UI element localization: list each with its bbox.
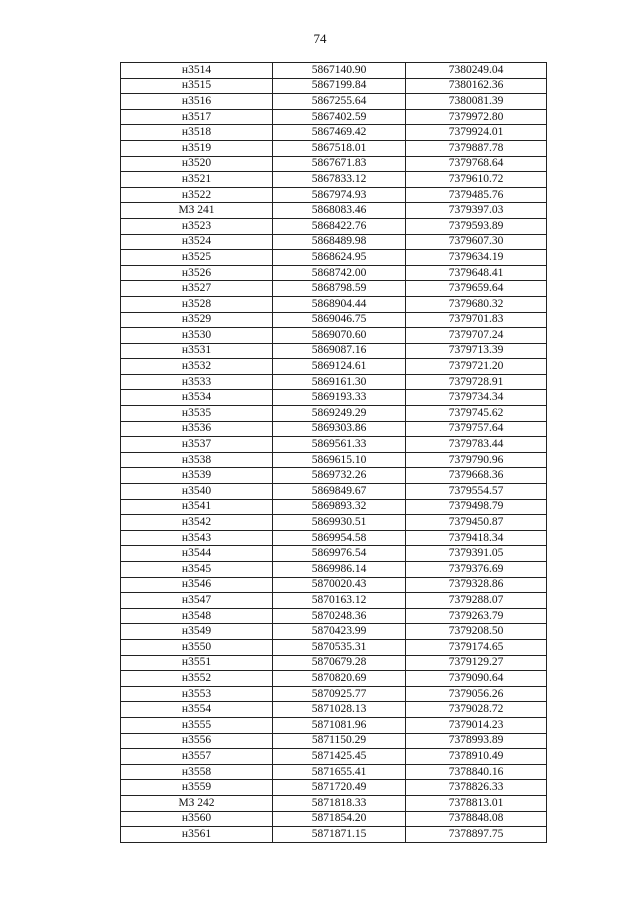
point-name-cell: н3529: [121, 312, 273, 328]
table-row: [121, 250, 547, 266]
point-name-cell: н3536: [121, 421, 273, 437]
table-row: [121, 172, 547, 188]
point-name-cell: н3517: [121, 109, 273, 125]
x-coordinate-cell: 5869930.51: [273, 515, 406, 531]
table-row: [121, 562, 547, 578]
y-coordinate-cell: 7379701.83: [406, 312, 547, 328]
x-coordinate-cell: 5867199.84: [273, 78, 406, 94]
point-name-cell: н3537: [121, 437, 273, 453]
table-row: [121, 702, 547, 718]
point-name-cell: н3521: [121, 172, 273, 188]
x-coordinate-cell: 5869249.29: [273, 406, 406, 422]
y-coordinate-cell: 7379418.34: [406, 530, 547, 546]
x-coordinate-cell: 5871720.49: [273, 780, 406, 796]
x-coordinate-cell: 5867671.83: [273, 156, 406, 172]
point-name-cell: н3554: [121, 702, 273, 718]
y-coordinate-cell: 7379090.64: [406, 671, 547, 687]
x-coordinate-cell: 5867974.93: [273, 187, 406, 203]
table-row: [121, 811, 547, 827]
point-name-cell: н3546: [121, 577, 273, 593]
x-coordinate-cell: 5867469.42: [273, 125, 406, 141]
y-coordinate-cell: 7379757.64: [406, 421, 547, 437]
y-coordinate-cell: 7380249.04: [406, 63, 547, 79]
y-coordinate-cell: 7379328.86: [406, 577, 547, 593]
x-coordinate-cell: 5871028.13: [273, 702, 406, 718]
table-row: [121, 530, 547, 546]
point-name-cell: н3550: [121, 639, 273, 655]
y-coordinate-cell: 7379208.50: [406, 624, 547, 640]
table-row: [121, 234, 547, 250]
x-coordinate-cell: 5871655.41: [273, 764, 406, 780]
table-row: [121, 140, 547, 156]
point-name-cell: н3547: [121, 593, 273, 609]
table-row: [121, 359, 547, 375]
point-name-cell: н3530: [121, 328, 273, 344]
table-row: [121, 281, 547, 297]
x-coordinate-cell: 5869893.32: [273, 499, 406, 515]
point-name-cell: н3543: [121, 530, 273, 546]
y-coordinate-cell: 7379174.65: [406, 639, 547, 655]
table-row: [121, 733, 547, 749]
y-coordinate-cell: 7379648.41: [406, 265, 547, 281]
table-row: [121, 374, 547, 390]
point-name-cell: н3532: [121, 359, 273, 375]
table-row: [121, 484, 547, 500]
y-coordinate-cell: 7379610.72: [406, 172, 547, 188]
y-coordinate-cell: 7379288.07: [406, 593, 547, 609]
point-name-cell: н3534: [121, 390, 273, 406]
table-row: [121, 827, 547, 843]
y-coordinate-cell: 7379397.03: [406, 203, 547, 219]
point-name-cell: н3540: [121, 484, 273, 500]
y-coordinate-cell: 7379707.24: [406, 328, 547, 344]
x-coordinate-cell: 5868083.46: [273, 203, 406, 219]
y-coordinate-cell: 7378897.75: [406, 827, 547, 843]
x-coordinate-cell: 5870248.36: [273, 608, 406, 624]
point-name-cell: н3541: [121, 499, 273, 515]
point-name-cell: н3557: [121, 749, 273, 765]
y-coordinate-cell: 7378840.16: [406, 764, 547, 780]
point-name-cell: н3542: [121, 515, 273, 531]
y-coordinate-cell: 7379028.72: [406, 702, 547, 718]
y-coordinate-cell: 7379790.96: [406, 452, 547, 468]
x-coordinate-cell: 5867140.90: [273, 63, 406, 79]
y-coordinate-cell: 7379263.79: [406, 608, 547, 624]
point-name-cell: н3558: [121, 764, 273, 780]
table-row: [121, 608, 547, 624]
table-row: [121, 655, 547, 671]
x-coordinate-cell: 5867402.59: [273, 109, 406, 125]
y-coordinate-cell: 7379498.79: [406, 499, 547, 515]
y-coordinate-cell: 7378848.08: [406, 811, 547, 827]
y-coordinate-cell: 7379391.05: [406, 546, 547, 562]
point-name-cell: н3522: [121, 187, 273, 203]
table-row: [121, 780, 547, 796]
table-row: [121, 218, 547, 234]
x-coordinate-cell: 5870820.69: [273, 671, 406, 687]
y-coordinate-cell: 7379924.01: [406, 125, 547, 141]
y-coordinate-cell: 7379014.23: [406, 717, 547, 733]
x-coordinate-cell: 5868904.44: [273, 296, 406, 312]
x-coordinate-cell: 5868742.00: [273, 265, 406, 281]
table-row: [121, 499, 547, 515]
y-coordinate-cell: 7379659.64: [406, 281, 547, 297]
table-row: [121, 686, 547, 702]
coordinates-table-body: [121, 63, 547, 843]
y-coordinate-cell: 7379680.32: [406, 296, 547, 312]
point-name-cell: н3533: [121, 374, 273, 390]
y-coordinate-cell: 7378910.49: [406, 749, 547, 765]
x-coordinate-cell: 5870163.12: [273, 593, 406, 609]
x-coordinate-cell: 5869303.86: [273, 421, 406, 437]
x-coordinate-cell: 5869954.58: [273, 530, 406, 546]
x-coordinate-cell: 5871150.29: [273, 733, 406, 749]
table-row: [121, 312, 547, 328]
table-row: [121, 764, 547, 780]
x-coordinate-cell: 5869070.60: [273, 328, 406, 344]
x-coordinate-cell: 5870020.43: [273, 577, 406, 593]
point-name-cell: н3528: [121, 296, 273, 312]
x-coordinate-cell: 5870925.77: [273, 686, 406, 702]
point-name-cell: н3555: [121, 717, 273, 733]
y-coordinate-cell: 7379734.34: [406, 390, 547, 406]
point-name-cell: н3514: [121, 63, 273, 79]
table-row: [121, 125, 547, 141]
x-coordinate-cell: 5871854.20: [273, 811, 406, 827]
table-row: [121, 94, 547, 110]
y-coordinate-cell: 7379887.78: [406, 140, 547, 156]
point-name-cell: н3561: [121, 827, 273, 843]
table-row: [121, 156, 547, 172]
table-row: [121, 452, 547, 468]
x-coordinate-cell: 5867255.64: [273, 94, 406, 110]
x-coordinate-cell: 5870535.31: [273, 639, 406, 655]
point-name-cell: н3519: [121, 140, 273, 156]
page-number: 74: [313, 31, 327, 46]
table-row: [121, 671, 547, 687]
y-coordinate-cell: 7379768.64: [406, 156, 547, 172]
x-coordinate-cell: 5867833.12: [273, 172, 406, 188]
point-name-cell: н3545: [121, 562, 273, 578]
y-coordinate-cell: 7379634.19: [406, 250, 547, 266]
table-row: [121, 437, 547, 453]
table-row: [121, 343, 547, 359]
point-name-cell: н3548: [121, 608, 273, 624]
point-name-cell: н3531: [121, 343, 273, 359]
x-coordinate-cell: 5871871.15: [273, 827, 406, 843]
point-name-cell: н3524: [121, 234, 273, 250]
y-coordinate-cell: 7379668.36: [406, 468, 547, 484]
y-coordinate-cell: 7378826.33: [406, 780, 547, 796]
y-coordinate-cell: 7378993.89: [406, 733, 547, 749]
point-name-cell: н3560: [121, 811, 273, 827]
point-name-cell: н3523: [121, 218, 273, 234]
y-coordinate-cell: 7379721.20: [406, 359, 547, 375]
table-row: [121, 717, 547, 733]
table-row: [121, 406, 547, 422]
x-coordinate-cell: 5871818.33: [273, 795, 406, 811]
point-name-cell: н3552: [121, 671, 273, 687]
y-coordinate-cell: 7379056.26: [406, 686, 547, 702]
point-name-cell: н3553: [121, 686, 273, 702]
table-row: [121, 624, 547, 640]
point-name-cell: н3556: [121, 733, 273, 749]
point-name-cell: н3559: [121, 780, 273, 796]
point-name-cell: н3520: [121, 156, 273, 172]
table-row: [121, 78, 547, 94]
y-coordinate-cell: 7379376.69: [406, 562, 547, 578]
table-row: [121, 546, 547, 562]
point-name-cell: н3515: [121, 78, 273, 94]
table-row: [121, 109, 547, 125]
table-row: [121, 593, 547, 609]
x-coordinate-cell: 5868422.76: [273, 218, 406, 234]
x-coordinate-cell: 5870423.99: [273, 624, 406, 640]
x-coordinate-cell: 5869161.30: [273, 374, 406, 390]
coordinates-table: [120, 62, 547, 843]
y-coordinate-cell: 7378813.01: [406, 795, 547, 811]
point-name-cell: н3525: [121, 250, 273, 266]
point-name-cell: МЗ 241: [121, 203, 273, 219]
x-coordinate-cell: 5869615.10: [273, 452, 406, 468]
x-coordinate-cell: 5868798.59: [273, 281, 406, 297]
x-coordinate-cell: 5868489.98: [273, 234, 406, 250]
x-coordinate-cell: 5869976.54: [273, 546, 406, 562]
table-row: [121, 328, 547, 344]
table-row: [121, 639, 547, 655]
point-name-cell: МЗ 242: [121, 795, 273, 811]
point-name-cell: н3549: [121, 624, 273, 640]
table-row: [121, 296, 547, 312]
y-coordinate-cell: 7379713.39: [406, 343, 547, 359]
point-name-cell: н3551: [121, 655, 273, 671]
y-coordinate-cell: 7379450.87: [406, 515, 547, 531]
y-coordinate-cell: 7379485.76: [406, 187, 547, 203]
y-coordinate-cell: 7379554.57: [406, 484, 547, 500]
x-coordinate-cell: 5868624.95: [273, 250, 406, 266]
table-row: [121, 421, 547, 437]
table-row: [121, 795, 547, 811]
y-coordinate-cell: 7379129.27: [406, 655, 547, 671]
x-coordinate-cell: 5871081.96: [273, 717, 406, 733]
x-coordinate-cell: 5869732.26: [273, 468, 406, 484]
x-coordinate-cell: 5869561.33: [273, 437, 406, 453]
y-coordinate-cell: 7379593.89: [406, 218, 547, 234]
table-row: [121, 187, 547, 203]
table-row: [121, 390, 547, 406]
y-coordinate-cell: 7379728.91: [406, 374, 547, 390]
x-coordinate-cell: 5867518.01: [273, 140, 406, 156]
x-coordinate-cell: 5869087.16: [273, 343, 406, 359]
table-row: [121, 515, 547, 531]
point-name-cell: н3544: [121, 546, 273, 562]
x-coordinate-cell: 5869124.61: [273, 359, 406, 375]
y-coordinate-cell: 7379972.80: [406, 109, 547, 125]
table-row: [121, 265, 547, 281]
table-row: [121, 577, 547, 593]
point-name-cell: н3516: [121, 94, 273, 110]
point-name-cell: н3526: [121, 265, 273, 281]
point-name-cell: н3535: [121, 406, 273, 422]
y-coordinate-cell: 7380162.36: [406, 78, 547, 94]
x-coordinate-cell: 5869986.14: [273, 562, 406, 578]
x-coordinate-cell: 5870679.28: [273, 655, 406, 671]
x-coordinate-cell: 5869193.33: [273, 390, 406, 406]
x-coordinate-cell: 5869046.75: [273, 312, 406, 328]
y-coordinate-cell: 7380081.39: [406, 94, 547, 110]
point-name-cell: н3538: [121, 452, 273, 468]
point-name-cell: н3527: [121, 281, 273, 297]
y-coordinate-cell: 7379783.44: [406, 437, 547, 453]
table-row: [121, 63, 547, 79]
y-coordinate-cell: 7379607.30: [406, 234, 547, 250]
table-row: [121, 203, 547, 219]
table-row: [121, 749, 547, 765]
y-coordinate-cell: 7379745.62: [406, 406, 547, 422]
x-coordinate-cell: 5869849.67: [273, 484, 406, 500]
point-name-cell: н3539: [121, 468, 273, 484]
table-row: [121, 468, 547, 484]
x-coordinate-cell: 5871425.45: [273, 749, 406, 765]
point-name-cell: н3518: [121, 125, 273, 141]
